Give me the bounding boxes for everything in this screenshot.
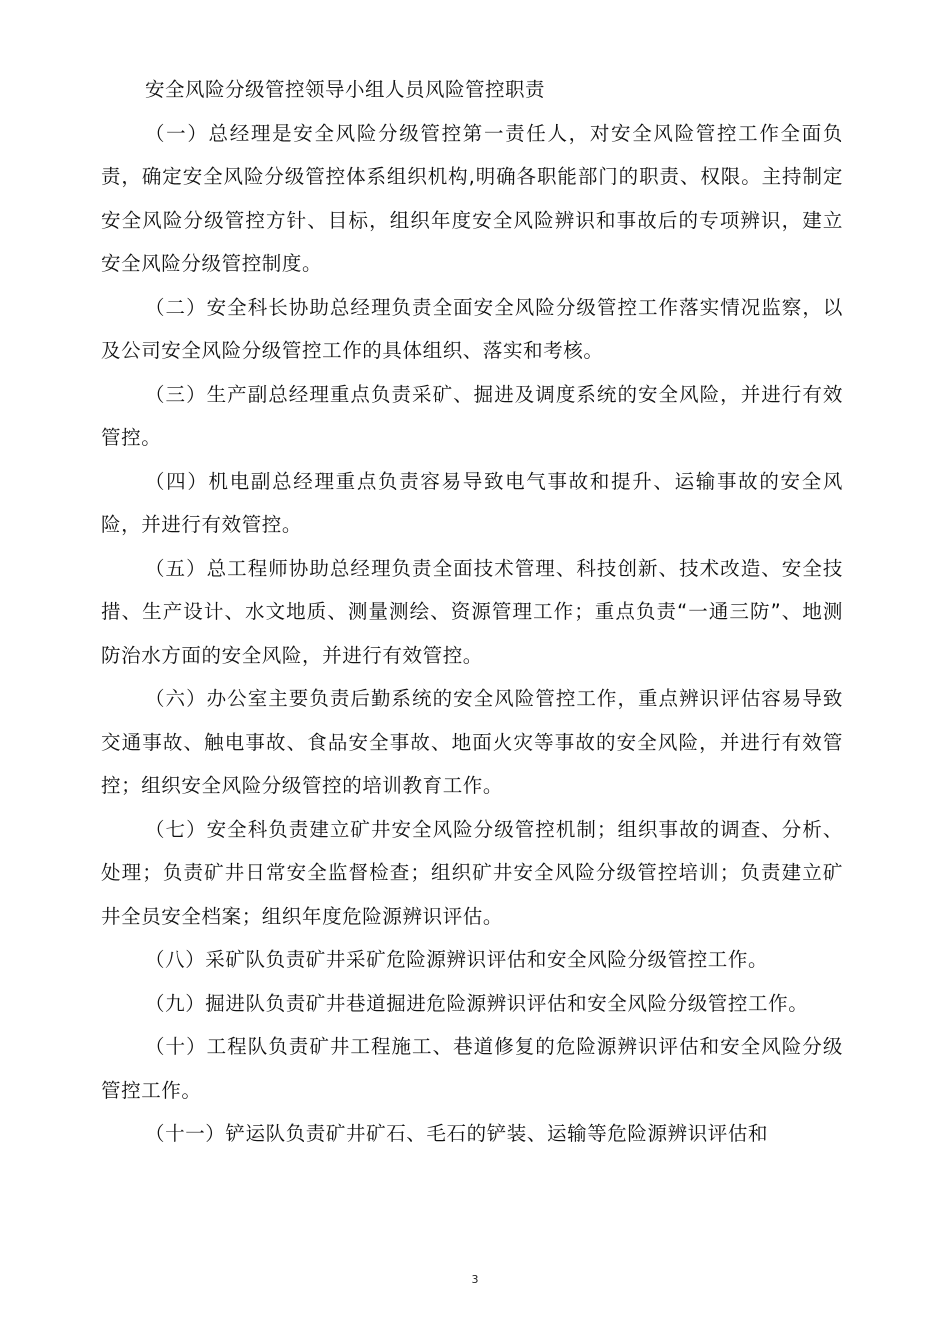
paragraph-4: （四）机电副总经理重点负责容易导致电气事故和提升、运输事故的安全风险，并进行有效管控。 (101, 469, 843, 536)
paragraph-3: （三）生产副总经理重点负责采矿、掘进及调度系统的安全风险，并进行有效管控。 (101, 382, 843, 449)
paragraph-10: （十）工程队负责矿井工程施工、巷道修复的危险源辨识评估和安全风险分级管控工作。 (101, 1035, 843, 1102)
paragraph-2: （二）安全科长协助总经理负责全面安全风险分级管控工作落实情况监察，以及公司安全风险分级管控工作的具体组织、落实和考核。 (101, 295, 843, 362)
document-body (101, 68, 843, 1156)
paragraph-8: （八）采矿队负责矿井采矿危险源辨识评估和安全风险分级管控工作。 (145, 948, 769, 971)
paragraph-9: （九）掘进队负责矿井巷道掘进危险源辨识评估和安全风险分级管控工作。 (145, 991, 809, 1015)
page-number: 3 (471, 1273, 479, 1286)
paragraph-1: （一）总经理是安全风险分级管控第一责任人，对安全风险管控工作全面负责，确定安全风险分级管控体系组织机构,明确各职能部门的职责、权限。主持制定安全风险分级管控方针、目标，组织年度安全风险辨识和事故后的专项辨识，建立安全风险分级管控制度。 (101, 121, 843, 275)
paragraph-5: （五）总工程师协助总经理负责全面技术管理、科技创新、技术改造、安全技措、生产设计、水文地质、测量测绘、资源管理工作；重点负责“一通三防”、地测防治水方面的安全风险，并进行有效管控。 (101, 556, 843, 667)
paragraph-6: （六）办公室主要负责后勤系统的安全风险管控工作，重点辨识评估容易导致交通事故、触电事故、食品安全事故、地面火灾等事故的安全风险，并进行有效管控；组织安全风险分级管控的培训教育工作。 (101, 687, 843, 797)
paragraph-11: （十一）铲运队负责矿井矿石、毛石的铲装、运输等危险源辨识评估和 (145, 1122, 769, 1145)
document-title: 安全风险分级管控领导小组人员风险管控职责 (145, 78, 546, 101)
paragraph-7: （七）安全科负责建立矿井安全风险分级管控机制；组织事故的调查、分析、处理；负责矿井日常安全监督检查；组织矿井安全风险分级管控培训；负责建立矿井全员安全档案；组织年度危险源辨识评估。 (101, 817, 843, 928)
